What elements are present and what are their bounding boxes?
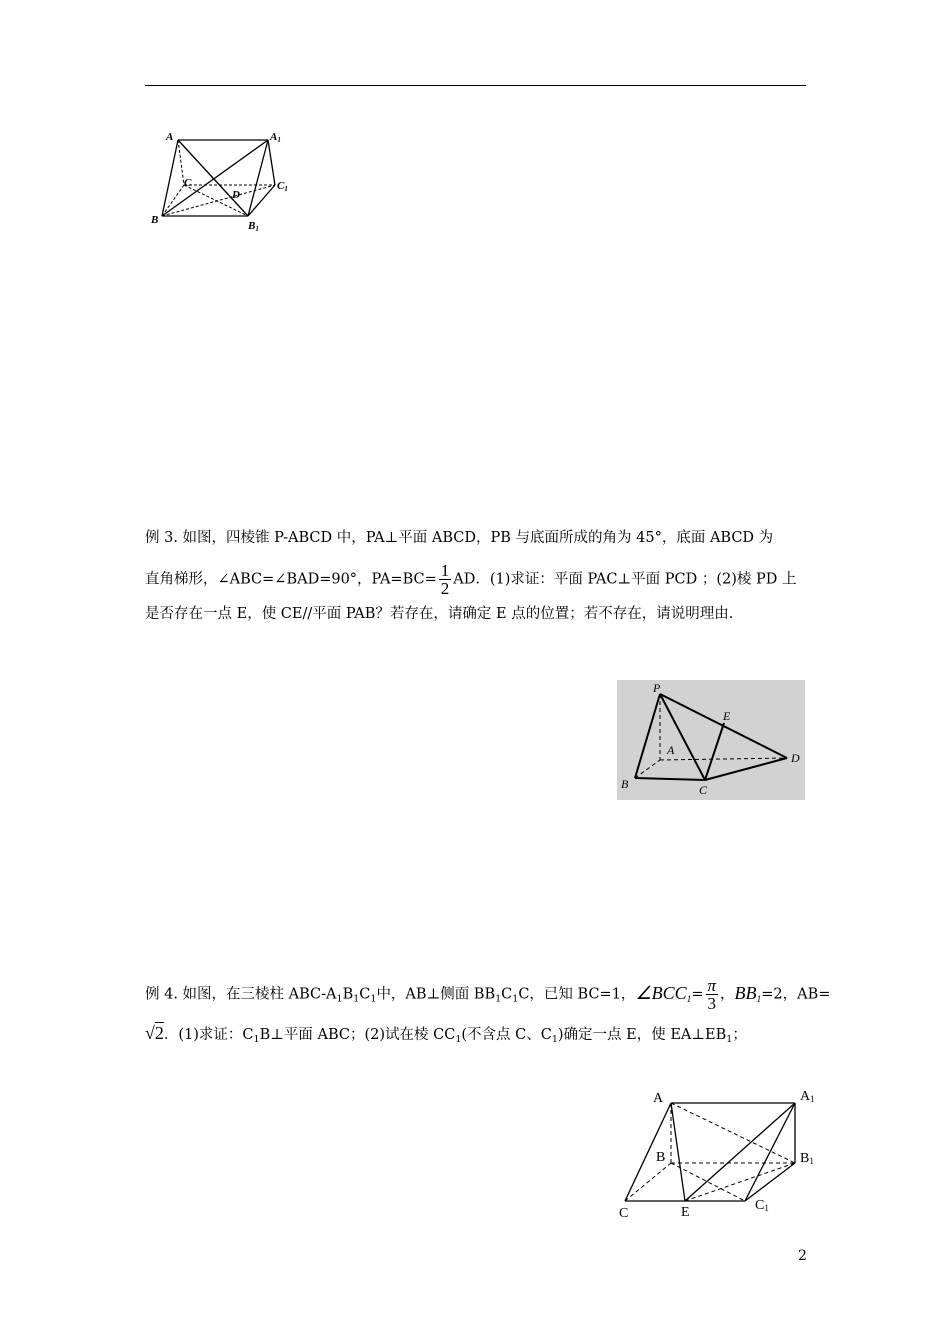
header-rule [145,85,806,86]
fig2-label-d: D [791,751,800,765]
fig3-label-c1: C1 [755,1198,769,1213]
ex3-line-1: 例 3. 如图，四棱锥 P-ABCD 中，PA⊥平面 ABCD，PB 与底面所成的角为 45°，底面 ABCD 为 [145,530,774,546]
fig3-label-b1: B1 [800,1151,814,1166]
fig1-label-d: D [232,189,240,201]
fraction-pi-over-3: $\frac{\pi}{3}$ [707,976,717,1013]
fig1-label-c: C [184,177,192,189]
fig1-label-a: A [166,131,174,143]
fig2-label-p: P [653,681,661,695]
ex4-line-1: 例 4. 如图，在三棱柱 ABC-$A_1B_1C_1$中，AB⊥侧面 $BB_1C_1C$，已知 BC=1，$\angle BCC_1=$ $\frac{\pi}{3}$ ，$BB_1=2$，AB= [145,976,831,1013]
fraction-one-half: $\frac{1}{2}$ [440,561,450,598]
ex3-line-3: 是否存在一点 E，使 CE//平面 PAB？若存在，请确定 E 点的位置；若不存在，请说明理由. [145,606,734,622]
sqrt-2: √2 [145,1023,164,1043]
fig1-label-c1: C1 [277,180,288,193]
page-number: 2 [798,1248,807,1264]
angle-bcc1: $\angle BCC_1$ [635,982,692,1005]
ex3-line-2: 直角梯形，∠ABC=∠BAD=90°，PA=BC= $\frac{1}{2}$ AD．(1)求证：平面 PAC⊥平面 PCD ；(2)棱 PD 上 [145,561,797,598]
example-4 [145,975,831,1065]
fig2-label-b: B [621,777,629,791]
fig3-label-b: B [656,1150,666,1165]
fig3-label-a: A [653,1091,664,1106]
fig3-label-a1: A1 [800,1089,815,1104]
fig3-label-c: C [619,1206,629,1221]
figure-pyramid [617,680,805,800]
fig3-label-e: E [681,1205,690,1220]
length-bb1: $BB_1$ [734,982,762,1005]
ex4-line-2: √2．(1)求证：$C_1B\perp$平面 ABC；(2)试在棱 $CC_1$(不含点 C、$C_1$)确定一点 E，使 $EA\perp EB_1$； [145,1023,747,1045]
fig1-label-a1: A1 [270,131,281,144]
fig2-label-c: C [699,783,708,797]
fig1-label-b1: B1 [248,220,259,233]
fig1-label-b: B [151,214,159,226]
figure-prism-1 [148,128,298,238]
fig2-label-e: E [723,709,731,723]
fig2-label-a: A [667,743,675,757]
example-3 [145,520,807,630]
figure-prism-2 [615,1083,825,1223]
